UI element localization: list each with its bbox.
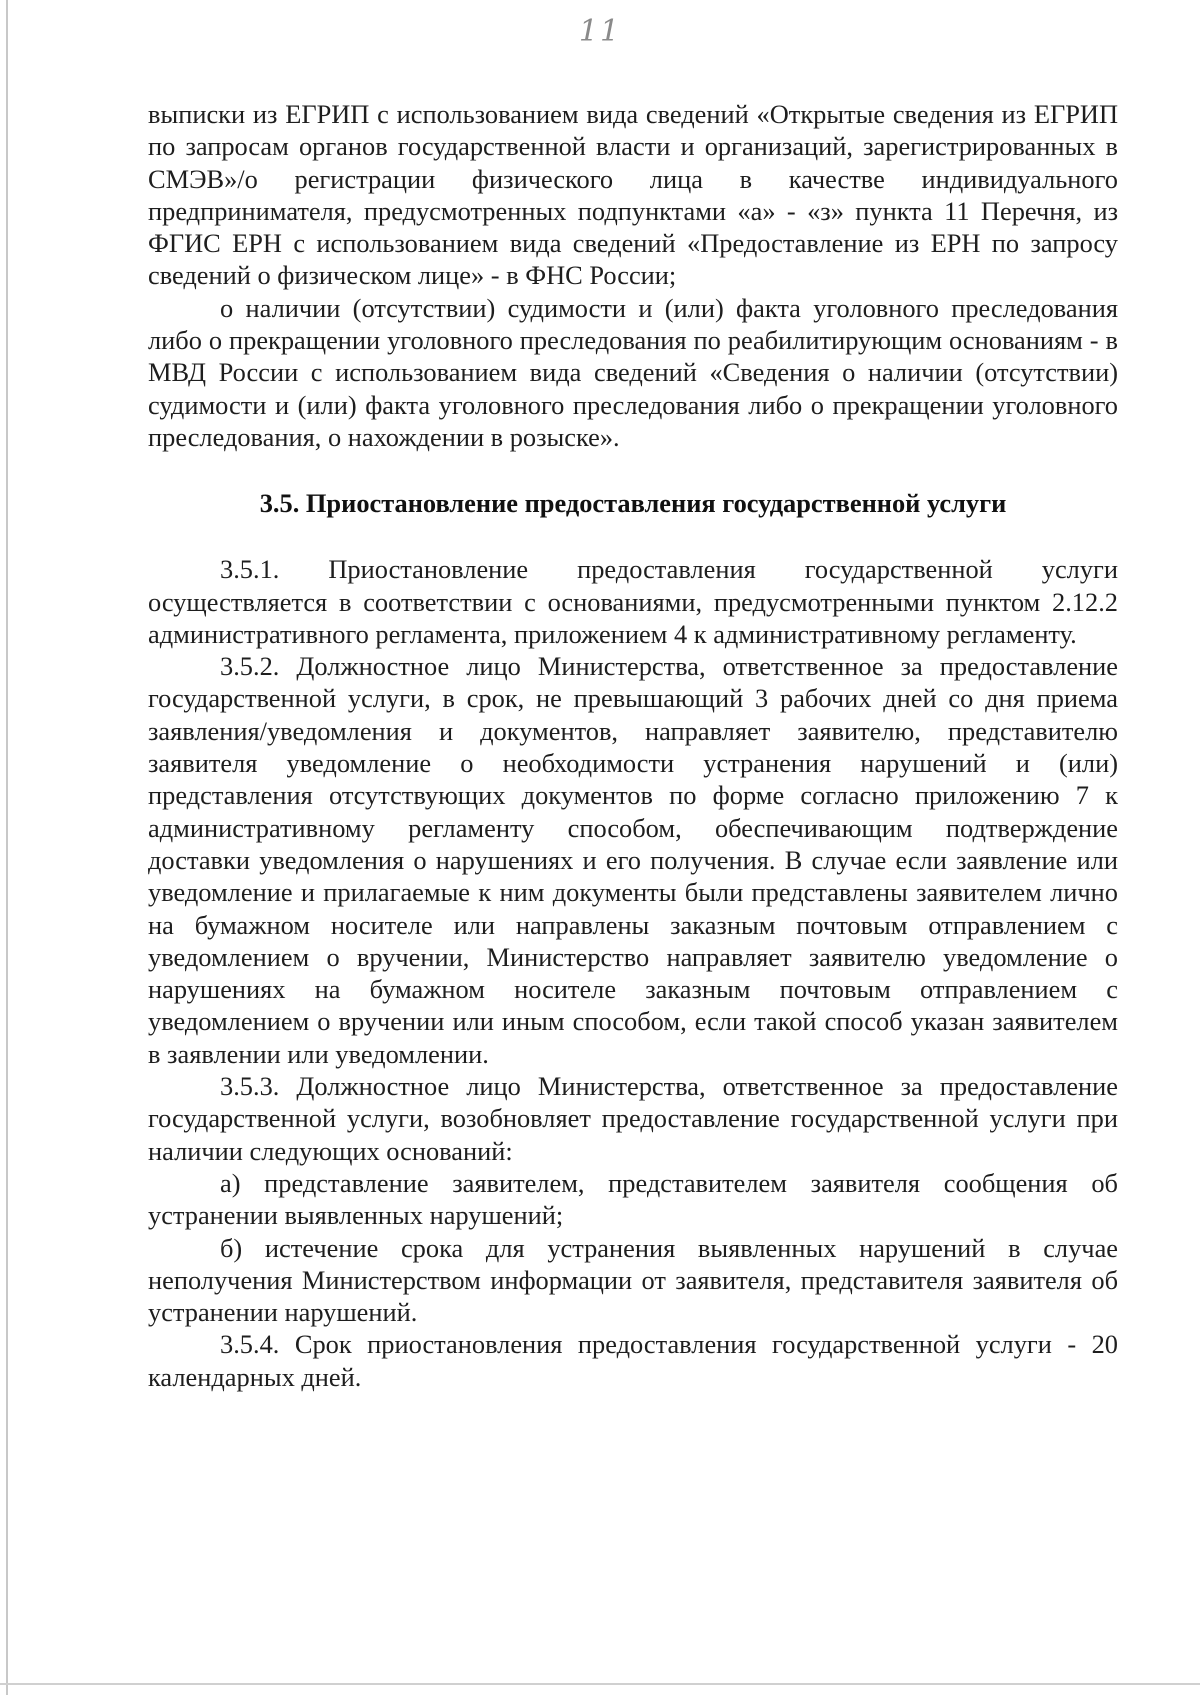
list-item-b: б) истечение срока для устранения выявленных нарушений в случае неполучения Министерством информации от заявителя, представителя заявителя об устранении нарушений. (148, 1232, 1118, 1328)
paragraph-3-5-2: 3.5.2. Должностное лицо Министерства, ответственное за предоставление государственной услуги, в срок, не превышающий 3 рабочих дней со дня приема заявления/уведомления и документов, направляет заявителю, представителю заявителя уведомление о необходимости устранения нарушений и (или) представления отсутствующих документов по форме согласно приложению 7 к административному регламенту способом, обеспечивающим подтверждение доставки уведомления о нарушениях и его получения. В случае если заявление или уведомление и прилагаемые к ним документы были представлены заявителем лично на бумажном носителе или направлены заказным почтовым отправлением с уведомлением о вручении, Министерство направляет заявителю уведомление о нарушениях на бумажном носителе заказным почтовым отправлением с уведомлением о вручении или иным способом, если такой способ указан заявителем в заявлении или уведомлении. (148, 651, 1118, 1069)
paragraph-3-5-4: 3.5.4. Срок приостановления предоставления государственной услуги - 20 календарных дней. (148, 1329, 1118, 1392)
paragraph-3-5-3: 3.5.3. Должностное лицо Министерства, ответственное за предоставление государственной услуги, возобновляет предоставление государственной услуги при наличии следующих оснований: (148, 1071, 1118, 1166)
document-body (148, 98, 1118, 1393)
scan-bottom-edge (0, 1683, 1200, 1685)
paragraph-egrip-continuation: выписки из ЕГРИП с использованием вида сведений «Открытые сведения из ЕГРИП по запросам органов государственной власти и организаций, зарегистрированных в СМЭВ»/о регистрации физического лица в качестве индивидуального предпринимателя, предусмотренных подпунктами «а» - «з» пункта 11 Перечня, из ФГИС ЕРН с использованием вида сведений «Предоставление из ЕРН по запросу сведений о физическом лице» - в ФНС России; (148, 99, 1118, 291)
section-heading: 3.5. Приостановление предоставления государственной услуги (259, 488, 1007, 519)
paragraph-criminal-record: о наличии (отсутствии) судимости и (или) факта уголовного преследования либо о прекращении уголовного преследования по реабилитирующим основаниям - в МВД России с использованием вида сведений «Сведения о наличии (отсутствии) судимости и (или) факта уголовного преследования либо о прекращении уголовного преследования, о нахождении в розыске». (148, 292, 1118, 452)
list-item-a: а) представление заявителем, представителем заявителя сообщения об устранении выявленных нарушений; (148, 1167, 1118, 1231)
page-number: 11 (578, 14, 622, 49)
paragraph-3-5-1: 3.5.1. Приостановление предоставления государственной услуги осуществляется в соответствии с основаниями, предусмотренными пунктом 2.12.2 административного регламента, приложением 4 к административному регламенту. (148, 554, 1118, 649)
scan-left-edge (6, 0, 8, 1695)
